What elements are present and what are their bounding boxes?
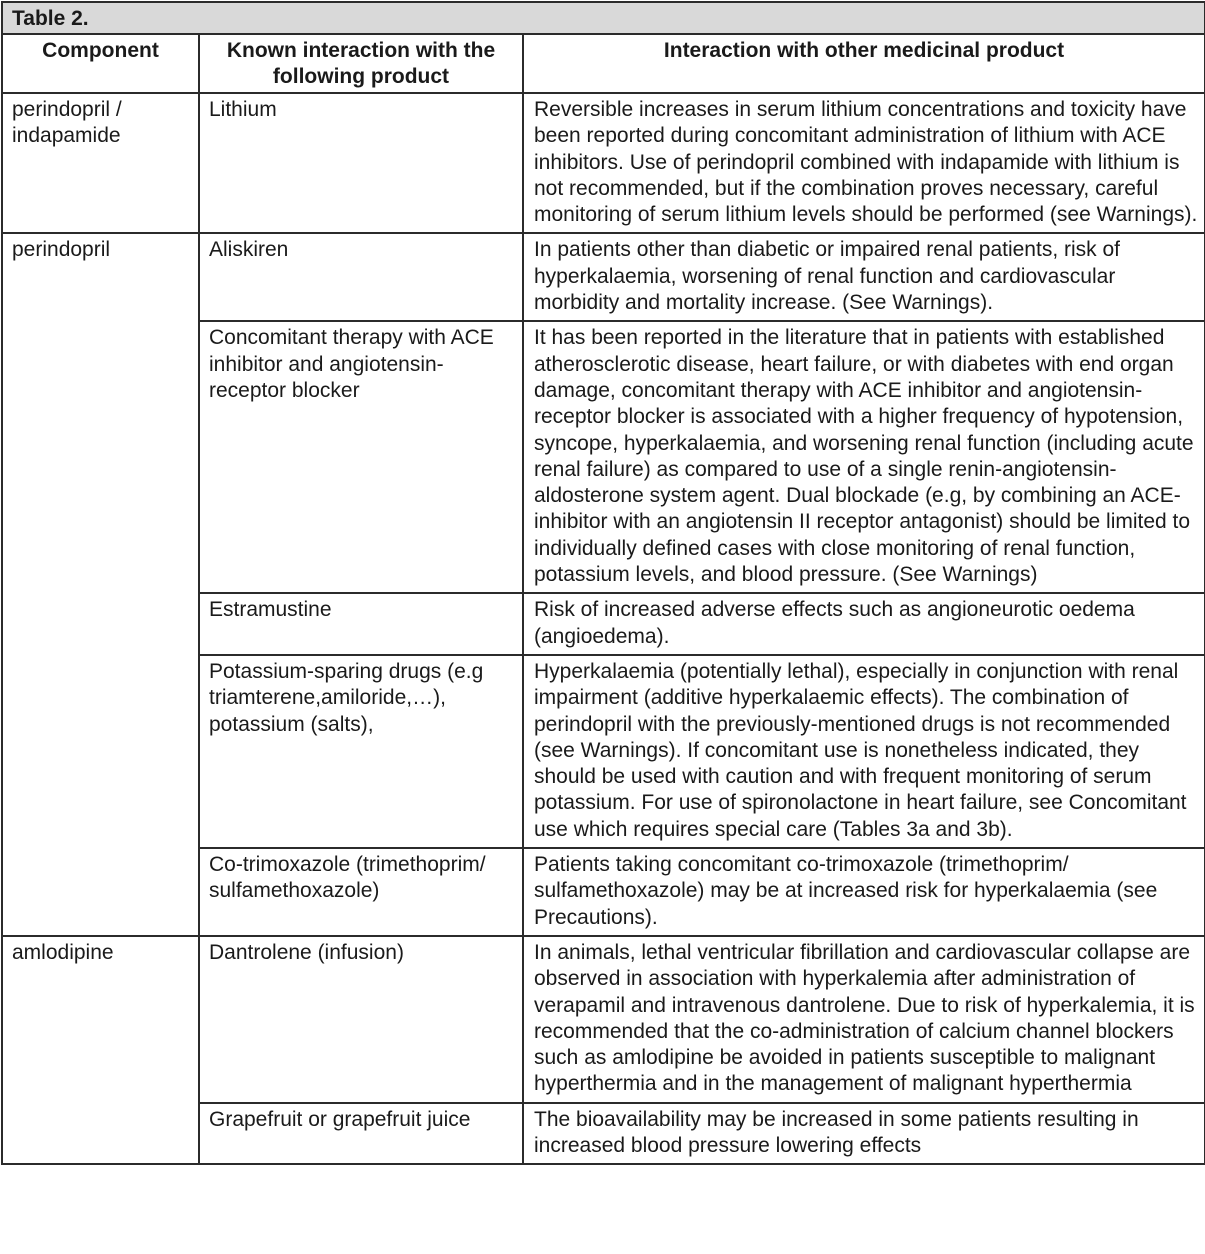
interaction-cell: Patients taking concomitant co-trimoxazole (trimethoprim/ sulfamethoxazole) may be at increased risk for hyperkalaemia (see Precautions).	[523, 848, 1205, 936]
component-cell: perindopril / indapamide	[2, 93, 199, 233]
caption-row	[2, 2, 1205, 34]
interaction-table	[1, 1, 1205, 1165]
product-cell: Potassium-sparing drugs (e.g triamterene,amiloride,…), potassium (salts),	[199, 655, 523, 848]
interaction-cell: In animals, lethal ventricular fibrillation and cardiovascular collapse are observed in association with hyperkalemia after administration of verapamil and intravenous dantrolene. Due to risk of hyperkalemia, it is recommended that the co-administration of calcium channel blockers such as amlodipine be avoided in patients susceptible to malignant hyperthermia and in the management of malignant hyperthermia	[523, 936, 1205, 1103]
product-cell: Co-trimoxazole (trimethoprim/ sulfamethoxazole)	[199, 848, 523, 936]
header-interaction-other: Interaction with other medicinal product	[523, 34, 1205, 93]
interaction-cell: Risk of increased adverse effects such as angioneurotic oedema (angioedema).	[523, 593, 1205, 655]
table-row	[2, 936, 1205, 1103]
interaction-cell: Reversible increases in serum lithium concentrations and toxicity have been reported during concomitant administration of lithium with ACE inhibitors. Use of perindopril combined with indapamide with lithium is not recommended, but if the combination proves necessary, careful monitoring of serum lithium levels should be performed (see Warnings).	[523, 93, 1205, 233]
product-cell: Concomitant therapy with ACE inhibitor and angiotensin-receptor blocker	[199, 321, 523, 593]
component-cell: perindopril	[2, 233, 199, 935]
header-known-interaction: Known interaction with the following product	[199, 34, 523, 93]
product-cell: Lithium	[199, 93, 523, 233]
interaction-cell: It has been reported in the literature that in patients with established atherosclerotic disease, heart failure, or with diabetes with end organ damage, concomitant therapy with ACE inhibitor and angiotensin-receptor blocker is associated with a higher frequency of hypotension, syncope, hyperkalaemia, and worsening renal function (including acute renal failure) as compared to use of a single renin-angiotensin-aldosterone system agent. Dual blockade (e.g, by combining an ACE-inhibitor with an angiotensin II receptor antagonist) should be limited to individually defined cases with close monitoring of renal function, potassium levels, and blood pressure. (See Warnings)	[523, 321, 1205, 593]
product-cell: Dantrolene (infusion)	[199, 936, 523, 1103]
product-cell: Grapefruit or grapefruit juice	[199, 1103, 523, 1165]
interaction-cell: Hyperkalaemia (potentially lethal), especially in conjunction with renal impairment (additive hyperkalaemic effects). The combination of perindopril with the previously-mentioned drugs is not recommended (see Warnings). If concomitant use is nonetheless indicated, they should be used with caution and with frequent monitoring of serum potassium. For use of spironolactone in heart failure, see Concomitant use which requires special care (Tables 3a and 3b).	[523, 655, 1205, 848]
product-cell: Aliskiren	[199, 233, 523, 321]
table-row	[2, 233, 1205, 321]
interaction-cell: In patients other than diabetic or impaired renal patients, risk of hyperkalaemia, worsening of renal function and cardiovascular morbidity and mortality increase. (See Warnings).	[523, 233, 1205, 321]
component-cell: amlodipine	[2, 936, 199, 1164]
table-row	[2, 93, 1205, 233]
interaction-cell: The bioavailability may be increased in some patients resulting in increased blood pressure lowering effects	[523, 1103, 1205, 1165]
table-caption: Table 2.	[2, 2, 1205, 34]
product-cell: Estramustine	[199, 593, 523, 655]
header-component: Component	[2, 34, 199, 93]
header-row	[2, 34, 1205, 93]
